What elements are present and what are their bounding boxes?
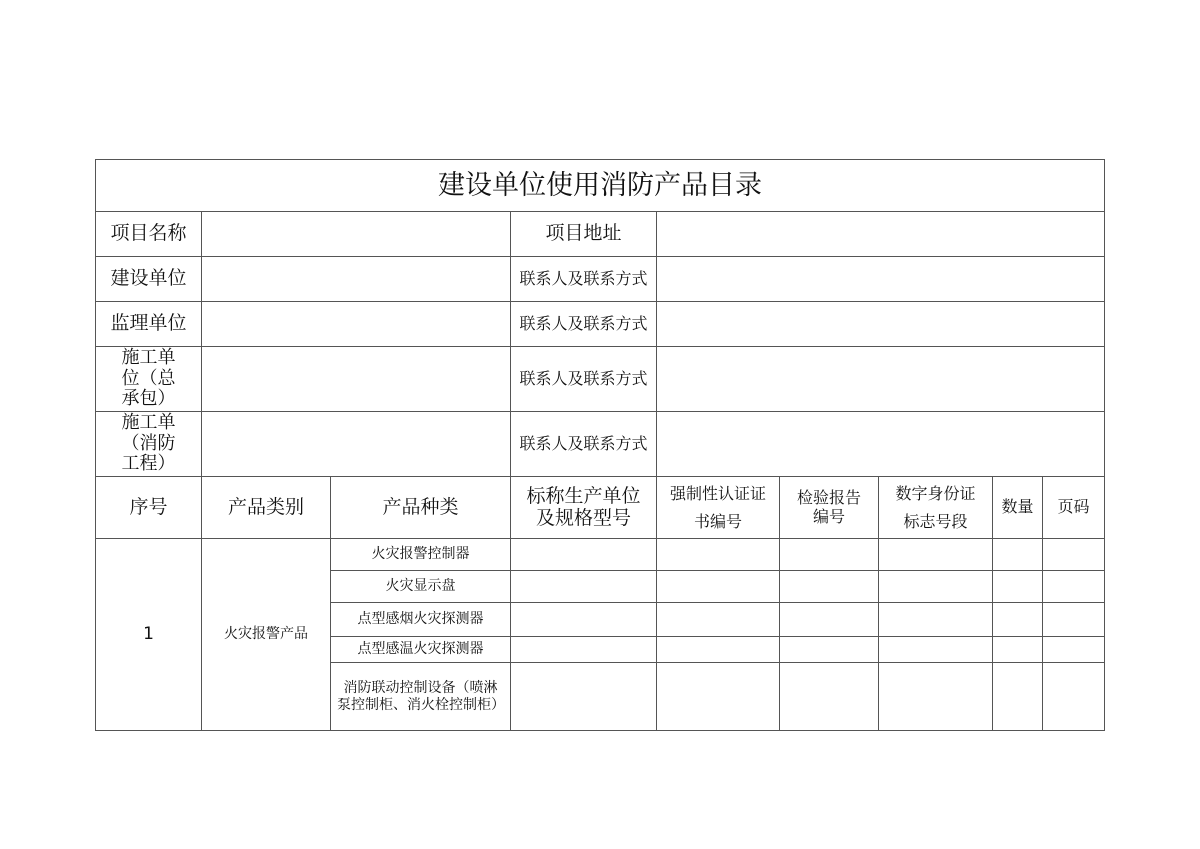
supervisor-field[interactable] xyxy=(202,302,511,347)
project-address-label: 项目地址 xyxy=(511,212,657,257)
cell-page[interactable] xyxy=(1043,603,1105,637)
cell-digital-id[interactable] xyxy=(879,663,993,731)
col-header-type: 产品种类 xyxy=(331,477,511,539)
cell-report[interactable] xyxy=(780,663,879,731)
cell-manufacturer[interactable] xyxy=(511,663,657,731)
supervisor-contact-field[interactable] xyxy=(657,302,1105,347)
contractor-fire-contact-label: 联系人及联系方式 xyxy=(511,412,657,477)
cell-manufacturer[interactable] xyxy=(511,637,657,663)
cell-quantity[interactable] xyxy=(993,637,1043,663)
cell-digital-id[interactable] xyxy=(879,539,993,571)
col-header-manufacturer: 标称生产单位及规格型号 xyxy=(511,477,657,539)
row-item: 消防联动控制设备（喷淋泵控制柜、消火栓控制柜） xyxy=(331,663,511,731)
row-item: 点型感温火灾探测器 xyxy=(331,637,511,663)
contractor-general-field[interactable] xyxy=(202,347,511,412)
builder-contact-field[interactable] xyxy=(657,257,1105,302)
cell-page[interactable] xyxy=(1043,637,1105,663)
cell-certificate[interactable] xyxy=(657,663,780,731)
project-name-field[interactable] xyxy=(202,212,511,257)
row-item: 点型感烟火灾探测器 xyxy=(331,603,511,637)
contractor-fire-contact-field[interactable] xyxy=(657,412,1105,477)
col-header-quantity: 数量 xyxy=(993,477,1043,539)
cell-certificate[interactable] xyxy=(657,539,780,571)
cell-digital-id[interactable] xyxy=(879,637,993,663)
cell-certificate[interactable] xyxy=(657,603,780,637)
table-row xyxy=(96,539,1105,571)
cell-certificate[interactable] xyxy=(657,571,780,603)
page-title: 建设单位使用消防产品目录 xyxy=(96,160,1105,212)
cell-quantity[interactable] xyxy=(993,663,1043,731)
contractor-fire-label: 施工单（消防工程） xyxy=(96,412,202,477)
cell-manufacturer[interactable] xyxy=(511,603,657,637)
cell-manufacturer[interactable] xyxy=(511,539,657,571)
row-category: 火灾报警产品 xyxy=(202,539,331,731)
cell-quantity[interactable] xyxy=(993,571,1043,603)
cell-digital-id[interactable] xyxy=(879,571,993,603)
builder-field[interactable] xyxy=(202,257,511,302)
cell-page[interactable] xyxy=(1043,663,1105,731)
cell-quantity[interactable] xyxy=(993,603,1043,637)
cell-report[interactable] xyxy=(780,571,879,603)
row-seq: 1 xyxy=(96,539,202,731)
row-item: 火灾报警控制器 xyxy=(331,539,511,571)
row-item: 火灾显示盘 xyxy=(331,571,511,603)
builder-label: 建设单位 xyxy=(96,257,202,302)
col-header-report: 检验报告编号 xyxy=(780,477,879,539)
builder-contact-label: 联系人及联系方式 xyxy=(511,257,657,302)
cell-digital-id[interactable] xyxy=(879,603,993,637)
contractor-general-label: 施工单位（总承包） xyxy=(96,347,202,412)
supervisor-label: 监理单位 xyxy=(96,302,202,347)
contractor-general-contact-field[interactable] xyxy=(657,347,1105,412)
col-header-seq: 序号 xyxy=(96,477,202,539)
cell-manufacturer[interactable] xyxy=(511,571,657,603)
col-header-page: 页码 xyxy=(1043,477,1105,539)
supervisor-contact-label: 联系人及联系方式 xyxy=(511,302,657,347)
cell-page[interactable] xyxy=(1043,539,1105,571)
cell-quantity[interactable] xyxy=(993,539,1043,571)
col-header-category: 产品类别 xyxy=(202,477,331,539)
col-header-certificate: 强制性认证证书编号 xyxy=(657,477,780,539)
cell-certificate[interactable] xyxy=(657,637,780,663)
cell-report[interactable] xyxy=(780,603,879,637)
contractor-general-contact-label: 联系人及联系方式 xyxy=(511,347,657,412)
contractor-fire-field[interactable] xyxy=(202,412,511,477)
product-catalog-table xyxy=(95,159,1105,731)
cell-report[interactable] xyxy=(780,637,879,663)
cell-page[interactable] xyxy=(1043,571,1105,603)
col-header-digital-id: 数字身份证标志号段 xyxy=(879,477,993,539)
project-address-field[interactable] xyxy=(657,212,1105,257)
project-name-label: 项目名称 xyxy=(96,212,202,257)
cell-report[interactable] xyxy=(780,539,879,571)
